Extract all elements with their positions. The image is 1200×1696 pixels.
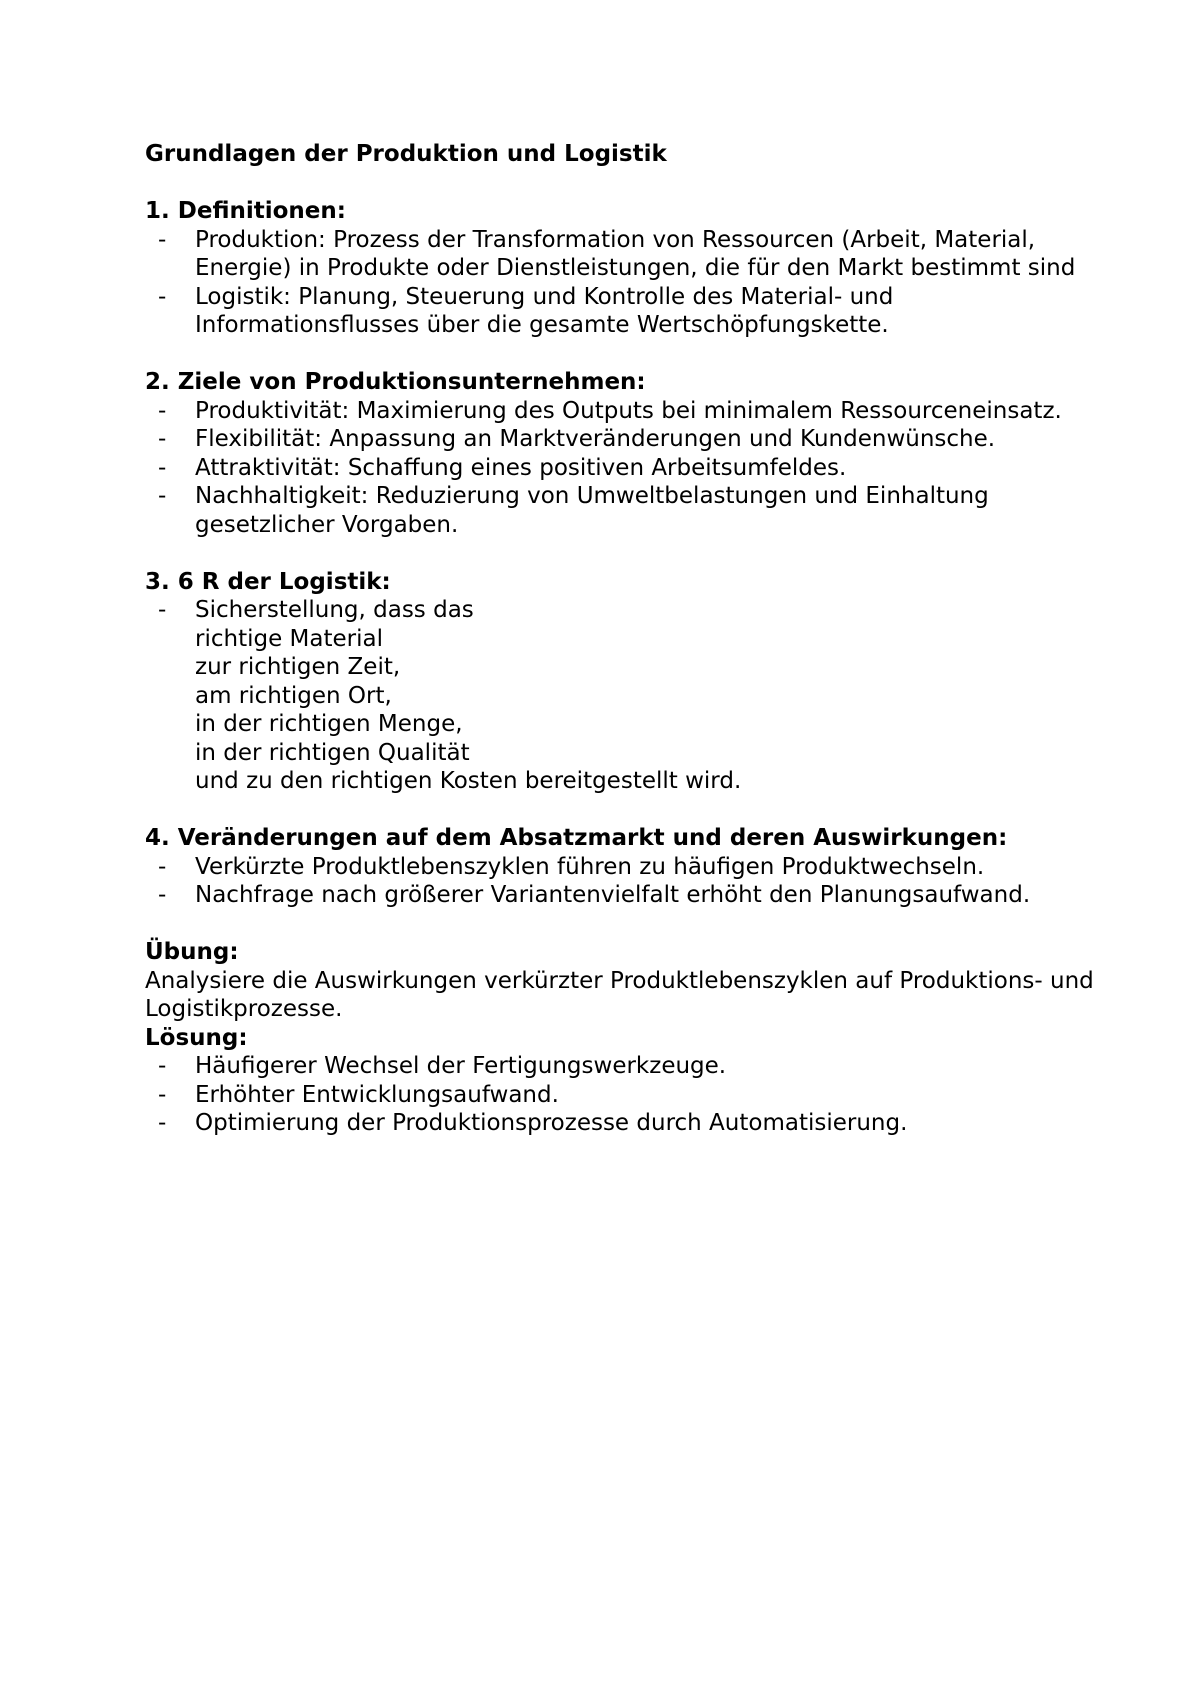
list-item [145,397,1105,426]
bullet-dash: - [158,483,167,509]
list-item [145,853,1105,882]
bullet-list [145,397,1105,540]
section-exercise [145,938,1105,1138]
list-item [145,226,1105,283]
section-definitions [145,197,1105,340]
section-goals [145,368,1105,539]
list-item [145,1052,1105,1081]
bullet-dash: - [158,1081,167,1108]
list-item-line: und zu den richtigen Kosten bereitgestellt wird. [195,768,742,794]
bullet-dash: - [158,853,167,880]
bullet-dash: - [158,397,167,424]
list-item-line: am richtigen Ort, [195,682,392,709]
list-item-text: Attraktivität: Schaffung eines positiven Arbeitsumfeldes. [195,454,847,481]
list-item [145,1109,1105,1138]
document-title: Grundlagen der Produktion und Logistik [145,141,667,167]
bullet-list [145,853,1105,910]
document-page [145,140,1105,1138]
solution-list [145,1052,1105,1138]
list-item-line: in der richtigen Qualität [195,739,470,766]
list-item-text: Häufigerer Wechsel der Fertigungswerkzeuge. [195,1053,727,1079]
section-heading: 1. Definitionen: [145,198,346,224]
section-heading: 4. Veränderungen auf dem Absatzmarkt und deren Auswirkungen: [145,825,1008,851]
list-item-line: in der richtigen Menge, [195,711,463,737]
bullet-dash: - [158,454,167,481]
list-item [145,881,1105,910]
list-item [145,596,1105,796]
list-item-text: Produktion: Prozess der Transformation von Ressourcen (Arbeit, Material, Energie) in Produkte oder Dienstleistungen, die für den Markt bestimmt sind [195,226,1076,281]
bullet-list [145,596,1105,796]
bullet-dash: - [158,882,167,908]
list-item-text: Erhöhter Entwicklungsaufwand. [195,1081,559,1108]
exercise-text: Analysiere die Auswirkungen verkürzter Produktlebenszyklen auf Produktions- und Logistikprozesse. [145,967,1094,1022]
list-item-line: zur richtigen Zeit, [195,654,401,680]
list-item-text: Logistik: Planung, Steuerung und Kontrolle des Material- und Informationsflusses über die gesamte Wertschöpfungskette. [195,283,894,338]
list-item-text: Nachhaltigkeit: Reduzierung von Umweltbelastungen und Einhaltung gesetzlicher Vorgaben. [195,483,989,538]
section-heading: 2. Ziele von Produktionsunternehmen: [145,369,646,395]
list-item [145,1081,1105,1110]
list-item [145,283,1105,340]
list-item-line: Sicherstellung, dass das [195,597,474,623]
list-item-text: Produktivität: Maximierung des Outputs bei minimalem Ressourceneinsatz. [195,397,1062,424]
section-6r [145,568,1105,796]
list-item-text: Nachfrage nach größerer Variantenvielfalt erhöht den Planungsaufwand. [195,882,1031,908]
list-item-text: Flexibilität: Anpassung an Marktveränderungen und Kundenwünsche. [195,426,996,452]
bullet-dash: - [158,1110,167,1136]
bullet-dash: - [158,597,167,623]
list-item-line: richtige Material [195,625,383,652]
bullet-list [145,226,1105,340]
bullet-dash: - [158,283,167,310]
list-item-text: Optimierung der Produktionsprozesse durch Automatisierung. [195,1110,908,1136]
list-item [145,454,1105,483]
section-market-changes [145,824,1105,910]
solution-heading: Lösung: [145,1024,248,1051]
section-heading: 3. 6 R der Logistik: [145,568,391,595]
exercise-heading: Übung: [145,939,239,965]
bullet-dash: - [158,226,167,253]
list-item [145,482,1105,539]
bullet-dash: - [158,1053,167,1079]
list-item [145,425,1105,454]
list-item-text: Verkürzte Produktlebenszyklen führen zu häufigen Produktwechseln. [195,853,985,880]
bullet-dash: - [158,426,167,452]
